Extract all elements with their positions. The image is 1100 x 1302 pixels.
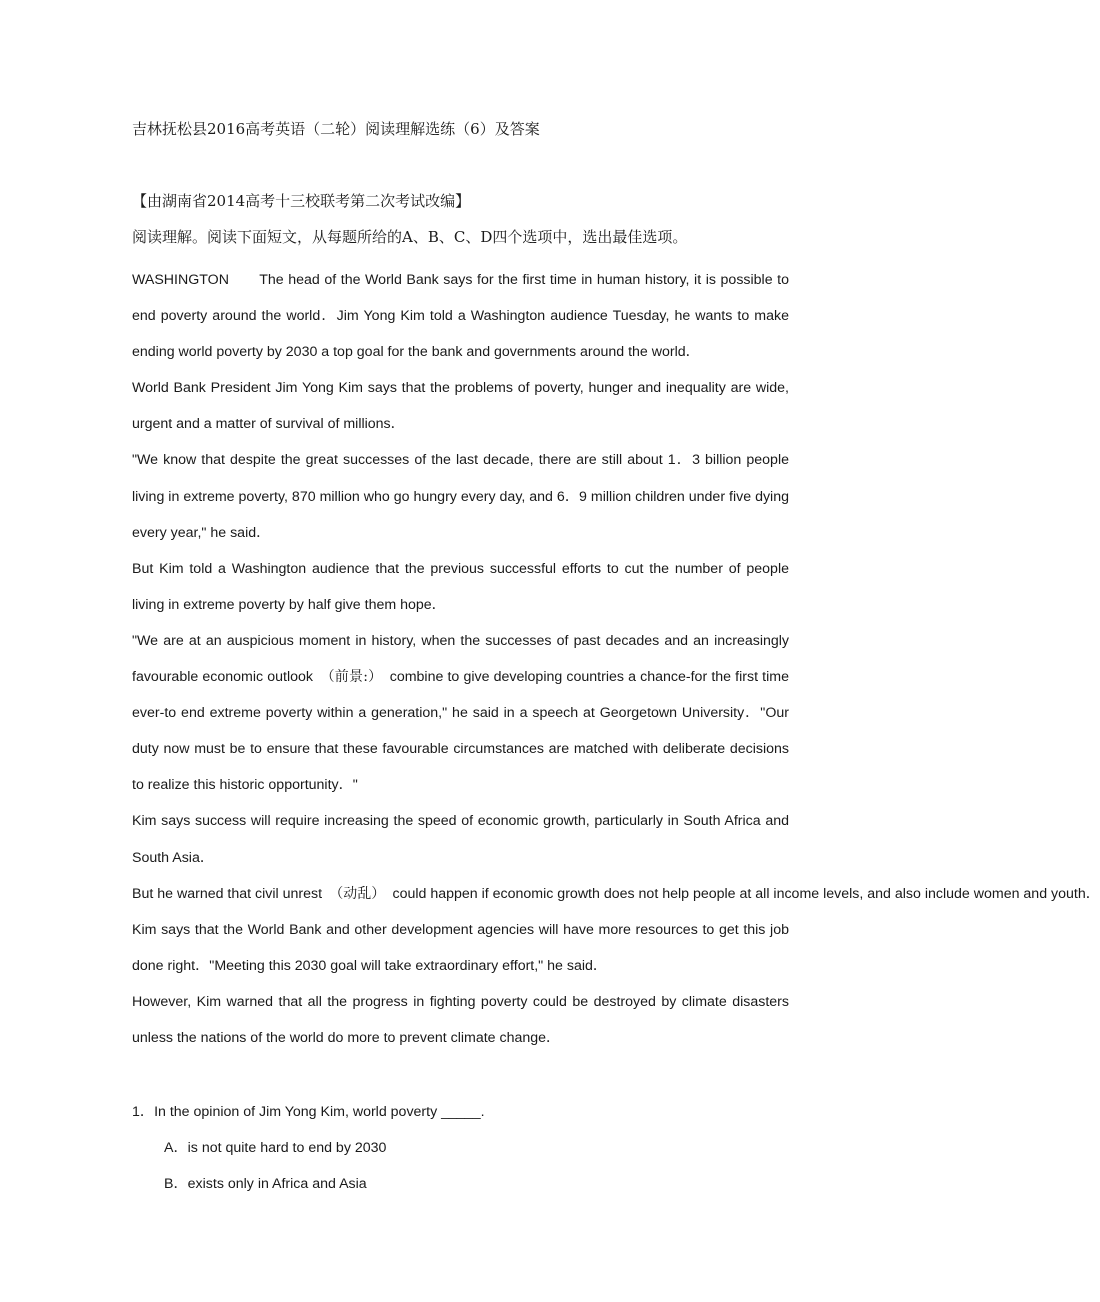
passage-paragraph-4: But Kim told a Washington audience that the previous successful efforts to cut the number of people living in extreme poverty by half give them hope． (132, 560, 789, 613)
chinese-gloss-unrest: （动乱） (336, 885, 379, 902)
paragraph-5-text-start: "We are at an auspicious moment in history, when the successes of past decades and an increasingly favourable economic outlook (132, 632, 789, 686)
source-note: 【由湖南省2014高考十三校联考第二次考试改编】 (132, 192, 471, 210)
answer-option-a[interactable]: A．is not quite hard to end by 2030 (164, 1140, 387, 1156)
passage-paragraph-9: However, Kim warned that all the progress in fighting poverty could be destroyed by climate disasters unless the nations of the world do more to prevent climate change． (132, 993, 789, 1046)
passage-paragraph-5 (132, 623, 789, 803)
passage-paragraph-2: World Bank President Jim Yong Kim says that the problems of poverty, hunger and inequality are wide, urgent and a matter of survival of millions． (132, 380, 789, 433)
paragraph-5-text-end: combine to give developing countries a chance-for the first time ever-to end extreme poverty within a generation," he said in a speech at Georgetown University．"Our duty now must be to ensure that these favourable circumstances are matched with deliberate decisions to realize this historic opportunity．" (132, 669, 789, 794)
chinese-gloss-outlook: （前景:） (327, 669, 376, 686)
answer-option-b[interactable]: B．exists only in Africa and Asia (164, 1176, 367, 1192)
document-title: 吉林抚松县2016高考英语（二轮）阅读理解选练（6）及答案 (132, 120, 540, 138)
paragraph-7-text-end: could happen if economic growth does not help people at all income levels, and also include women and youth． (392, 885, 1100, 902)
reading-passage (132, 262, 1100, 1056)
instruction-text: 阅读理解。阅读下面短文，从每题所给的A、B、C、D四个选项中，选出最佳选项。 (132, 228, 688, 246)
question-stem: 1．In the opinion of Jim Yong Kim, world poverty _____. (132, 1104, 485, 1120)
passage-paragraph-6: Kim says success will require increasing the speed of economic growth, particularly in South Africa and South Asia． (132, 813, 789, 866)
passage-paragraph-3: "We know that despite the great successes of the last decade, there are still about 1．3 billion people living in extreme poverty, 870 million who go hungry every day, and 6．9 million children under five dying every year," he said． (132, 452, 789, 541)
passage-paragraph-8: Kim says that the World Bank and other development agencies will have more resources to get this job done right．"Meeting this 2030 goal will take extraordinary effort," he said． (132, 921, 789, 974)
paragraph-7-text-start: But he warned that civil unrest (132, 885, 323, 902)
passage-paragraph-1: WASHINGTON The head of the World Bank says for the first time in human history, it is possible to end poverty around the world．Jim Yong Kim told a Washington audience Tuesday, he wants to make ending world poverty by 2030 a top goal for the bank and governments around the world． (132, 272, 789, 361)
question-list (132, 1094, 789, 1202)
passage-paragraph-7 (132, 876, 1100, 912)
